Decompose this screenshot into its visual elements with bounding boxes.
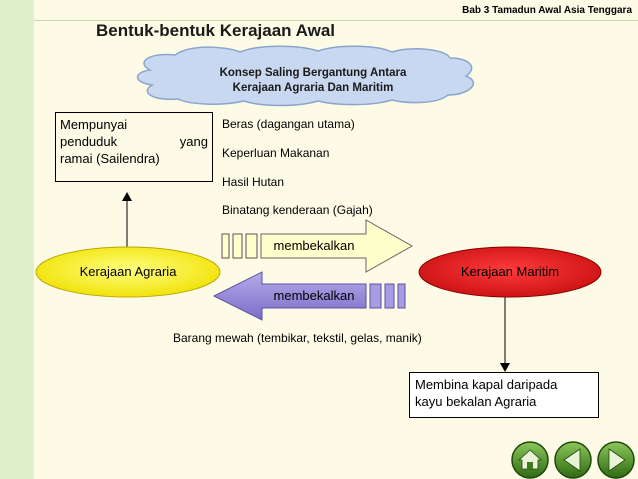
supply-item: Binatang kenderaan (Gajah)	[222, 203, 373, 217]
population-line3: ramai (Sailendra)	[60, 151, 160, 166]
down-arrow	[500, 296, 510, 372]
concept-text	[170, 66, 456, 96]
luxury-goods-label: Barang mewah (tembikar, tekstil, gelas, manik)	[173, 331, 422, 345]
home-button[interactable]	[512, 442, 548, 478]
arrow-right-label: membekalkan	[273, 238, 355, 253]
ship-line1: Membina kapal daripada	[415, 377, 558, 392]
concept-line1: Konsep Saling Bergantung Antara	[219, 67, 407, 79]
supply-item: Keperluan Makanan	[222, 146, 330, 160]
page-title: Bentuk-bentuk Kerajaan Awal	[96, 21, 336, 40]
agrarian-label: Kerajaan Agraria	[79, 264, 177, 279]
population-line2: penduduk yang	[60, 134, 208, 149]
ship-box	[409, 372, 599, 418]
maritime-label: Kerajaan Maritim	[460, 264, 560, 279]
up-arrow	[122, 192, 132, 248]
supply-item: Beras (dagangan utama)	[222, 117, 355, 131]
concept-line2: Kerajaan Agraria Dan Maritim	[232, 82, 394, 94]
supply-item: Hasil Hutan	[222, 175, 285, 189]
chapter-header: Bab 3 Tamadun Awal Asia Tenggara	[462, 5, 632, 16]
back-button[interactable]	[555, 442, 591, 478]
population-line1: Mempunyai	[60, 117, 128, 132]
nav-buttons	[508, 438, 638, 479]
arrow-left-label: membekalkan	[273, 288, 355, 303]
ship-line2: kayu bekalan Agraria	[415, 394, 537, 409]
population-box	[55, 112, 213, 182]
forward-button[interactable]	[598, 442, 634, 478]
